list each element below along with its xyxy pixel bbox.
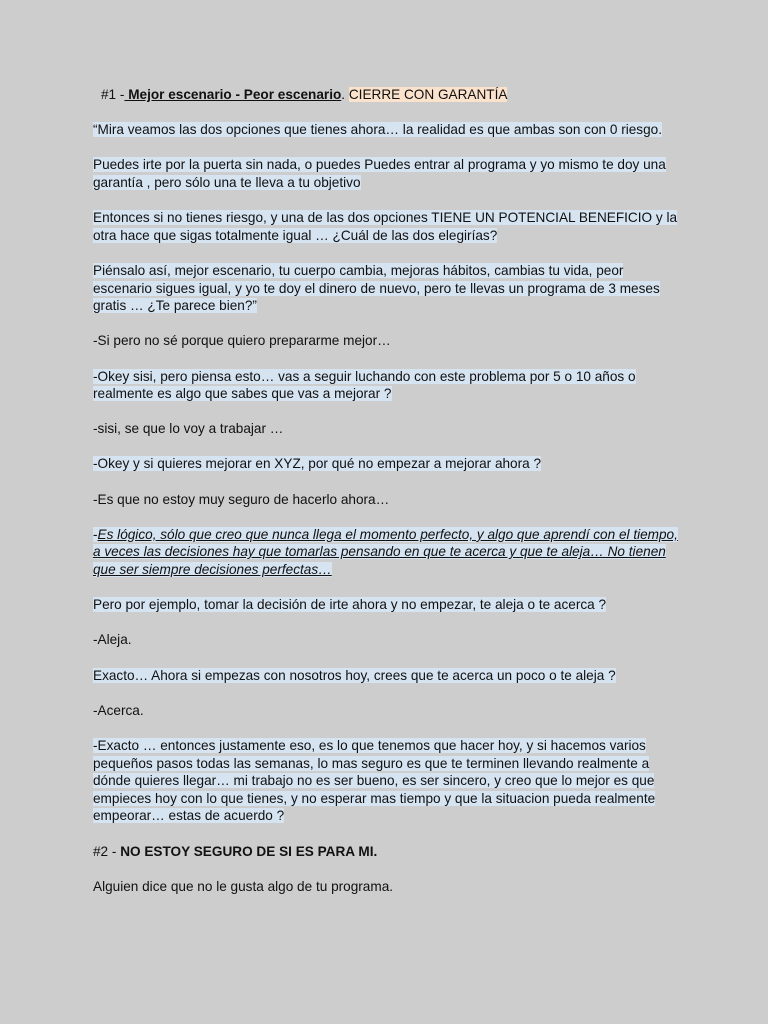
- section-2-title: NO ESTOY SEGURO DE SI ES PARA MI.: [120, 843, 378, 859]
- paragraph: -sisi, se que lo voy a trabajar …: [93, 421, 284, 437]
- section-1-number: #1 -: [101, 87, 125, 102]
- paragraph: -Okey sisi, pero piensa esto… vas a seguir luchando con este problema por 5 o 10 años o realmente es algo que sabes que vas a mejorar ?: [93, 368, 636, 402]
- section-1-heading: [93, 86, 683, 104]
- paragraph: -Exacto … entonces justamente eso, es lo que tenemos que hacer hoy, y si hacemos varios pequeños pasos todas las semanas, lo mas seguro es que te terminen llevando realmente a dónde quieres llegar… mi trabajo no es ser bueno, es ser sincero, y creo que lo mejor es que empieces hoy con lo que tienes, y no esperar mas tiempo y que la situacion pueda realmente empeorar… estas de acuerdo ?: [93, 737, 656, 824]
- italic-paragraph: -Es lógico, sólo que creo que nunca llega el momento perfecto, y algo que aprendí con el tiempo, a veces las decisiones hay que tomarlas pensando en que te acerca y que te aleja… No tienen que ser siempre decisiones perfectas…: [93, 526, 678, 578]
- paragraph: Exacto… Ahora si empezas con nosotros hoy, crees que te acerca un poco o te aleja ?: [93, 667, 616, 683]
- section-2-number: #2 -: [93, 843, 121, 859]
- paragraph: -Si pero no sé porque quiero prepararme mejor…: [93, 333, 391, 349]
- closing-tag: CIERRE CON GARANTÍA: [348, 87, 508, 102]
- paragraph: Entonces si no tienes riesgo, y una de las dos opciones TIENE UN POTENCIAL BENEFICIO y la otra hace que sigas totalmente igual … ¿Cuál de las dos elegirías?: [93, 210, 678, 243]
- paragraph: -Okey y si quieres mejorar en XYZ, por qué no empezar a mejorar ahora ?: [93, 456, 542, 472]
- section-1-title: Mejor escenario - Peor escenario: [124, 87, 342, 102]
- document-page: [93, 86, 683, 913]
- paragraph: -Acerca.: [93, 702, 144, 718]
- paragraph: -Aleja.: [93, 632, 132, 648]
- italic-underlined-text: Es lógico, sólo que creo que nunca llega el momento perfecto, y algo que aprendí con el tiempo, a veces las decisiones hay que tomarlas pensando en que te acerca y que te aleja… No tienen que ser siempre decisiones perfectas…: [93, 526, 678, 578]
- paragraph: Pero por ejemplo, tomar la decisión de irte ahora y no empezar, te aleja o te acerca ?: [93, 597, 607, 613]
- paragraph: Puedes irte por la puerta sin nada, o puedes Puedes entrar al programa y yo mismo te doy una garantía , pero sólo una te lleva a tu objetivo: [93, 157, 666, 190]
- section-1-period: .: [341, 87, 346, 102]
- section-2-heading: [93, 843, 683, 861]
- paragraph: -Es que no estoy muy seguro de hacerlo ahora…: [93, 491, 390, 507]
- paragraph: Alguien dice que no le gusta algo de tu programa.: [93, 878, 394, 894]
- paragraph: Piénsalo así, mejor escenario, tu cuerpo cambia, mejoras hábitos, cambias tu vida, peor escenario sigues igual, y yo te doy el dinero de nuevo, pero te llevas un programa de 3 meses gratis … ¿Te parece bien?”: [93, 262, 660, 314]
- paragraph: “Mira veamos las dos opciones que tienes ahora… la realidad es que ambas son con 0 riesgo.: [93, 122, 662, 138]
